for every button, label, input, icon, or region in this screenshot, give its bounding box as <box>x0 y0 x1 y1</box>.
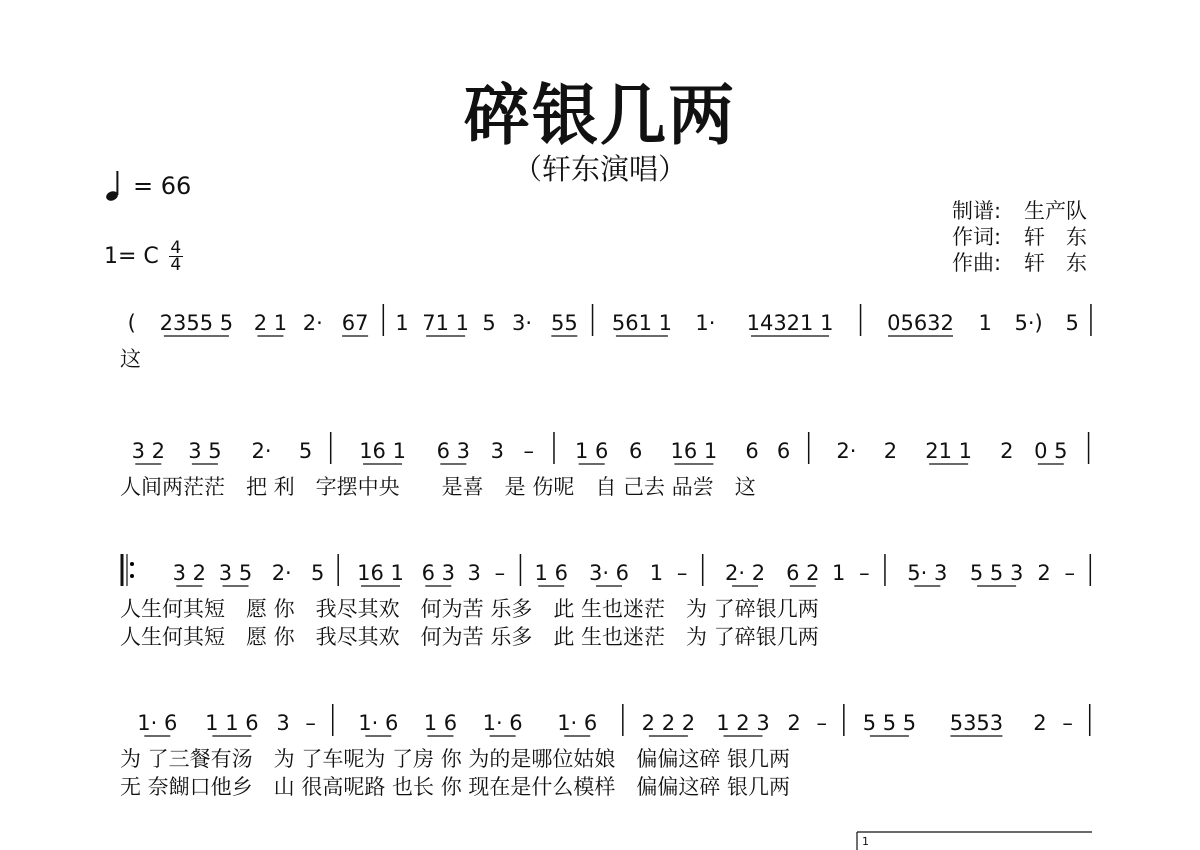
note-group: 5· 3 <box>907 561 948 585</box>
note-group: 2· <box>271 561 292 585</box>
lyrics-line-1: 为 了三餐有汤 为 了车呢为 了房 你 为的是哪位姑娘 偏偏这碎 银几两 <box>120 747 791 771</box>
note-group: 1 2 3 <box>716 711 770 735</box>
note-group: 1 <box>649 561 664 585</box>
repeat-dot <box>130 574 134 578</box>
note-group: 6 2 <box>786 561 820 585</box>
note-group: 3 <box>467 561 481 585</box>
note-group: 3· 6 <box>588 561 630 585</box>
lyrics-line-1: 这 <box>120 347 141 371</box>
credit-key: 作词: <box>952 225 1002 249</box>
note-group: 5 <box>1065 311 1079 335</box>
note-group: – <box>523 439 535 463</box>
note-group: 561 1 <box>611 311 672 335</box>
note-group: 2· <box>836 439 857 463</box>
note-group: 5 <box>298 439 313 463</box>
time-bottom: 4 <box>170 255 182 275</box>
note-group: 3 5 <box>218 561 253 585</box>
credit-value: 轩 东 <box>1024 251 1087 275</box>
note-group: 67 <box>341 311 369 335</box>
note-group: 6 <box>745 439 759 463</box>
note-group: – <box>859 561 870 585</box>
note-group: 3 2 <box>131 439 166 463</box>
note-group: 2· <box>251 439 272 463</box>
note-group: – <box>1062 711 1073 735</box>
note-group: 6 3 <box>421 561 456 585</box>
note-group: 0 5 <box>1034 439 1068 463</box>
note-group: – <box>494 561 506 585</box>
note-group: 1 6 <box>423 711 458 735</box>
note-group: 2 <box>883 439 898 463</box>
note-group: 1 <box>978 311 992 335</box>
lyrics-line-2: 人生何其短 愿 你 我尽其欢 何为苦 乐多 此 生也迷茫 为 了碎银几两 <box>120 625 819 649</box>
note-group: 5 <box>310 561 325 585</box>
credit-key: 制谱: <box>952 199 1002 223</box>
note-group: – <box>305 711 316 735</box>
note-group: 3 <box>490 439 505 463</box>
note-group: 6 3 <box>436 439 471 463</box>
note-group: 3· <box>511 311 533 335</box>
note-group: 16 1 <box>357 561 404 585</box>
note-group: 55 <box>550 311 578 335</box>
lyrics-line-1: 人间两茫茫 把 利 字摆中央 是喜 是 伤呢 自 己去 品尝 这 <box>120 475 756 499</box>
note-group: 2 2 2 <box>641 711 696 735</box>
note-group: 2355 5 <box>159 311 234 335</box>
note-group: 3 2 <box>172 561 207 585</box>
credit-key: 作曲: <box>952 251 1002 275</box>
tempo-text: = 66 <box>133 172 192 200</box>
note-group: 2· <box>302 311 323 335</box>
note-group: 1 6 <box>534 561 568 585</box>
note-group: 21 1 <box>925 439 973 463</box>
note-group: 71 1 <box>422 311 469 335</box>
note-group: 16 1 <box>670 439 718 463</box>
lyrics-line-1: 人生何其短 愿 你 我尽其欢 何为苦 乐多 此 生也迷茫 为 了碎银几两 <box>120 597 819 621</box>
credit-value: 轩 东 <box>1024 225 1087 249</box>
note-group: 6 <box>776 439 791 463</box>
note-group: 5353 <box>949 711 1004 735</box>
note-group: 2 <box>1037 561 1051 585</box>
note-group: 6 <box>629 439 643 463</box>
note-group: 1· 6 <box>482 711 523 735</box>
note-group: 2 1 <box>253 311 288 335</box>
note-group: 5·) <box>1014 311 1043 335</box>
note-group: 2· 2 <box>725 561 766 585</box>
note-group: 2 <box>1000 439 1014 463</box>
note-group: 1 6 <box>575 439 609 463</box>
song-title: 碎银几两 <box>464 77 736 154</box>
note-group: 3 <box>276 711 290 735</box>
lyrics-line-2: 无 奈餬口他乡 山 很高呢路 也长 你 现在是什么模样 偏偏这碎 银几两 <box>120 775 791 799</box>
note-group: – <box>676 561 688 585</box>
note-group: 5 5 5 <box>862 711 917 735</box>
note-group: 1· 6 <box>358 711 399 735</box>
note-group: 1 1 6 <box>205 711 259 735</box>
credit-value: 生产队 <box>1024 199 1087 223</box>
note-group: 2 <box>787 711 801 735</box>
note-group: 5 <box>482 311 496 335</box>
note-group: 5 5 3 <box>969 561 1024 585</box>
note-group: 3 5 <box>188 439 222 463</box>
note-group: – <box>816 711 827 735</box>
repeat-dot <box>130 562 134 566</box>
note-group: 1· <box>695 311 716 335</box>
volta-number: 1 <box>862 835 869 848</box>
note-group: 1 <box>832 561 846 585</box>
note-group: 2 <box>1033 711 1047 735</box>
note-group: 1· 6 <box>137 711 178 735</box>
note-group: 1 <box>395 311 409 335</box>
note-group: 16 1 <box>359 439 406 463</box>
key-label: 1= C <box>104 244 159 269</box>
note-group: 05632 <box>887 311 954 335</box>
note-group: 14321 1 <box>746 311 834 335</box>
note-group: – <box>1064 561 1076 585</box>
time-top: 4 <box>170 238 182 258</box>
note-group: ( <box>127 311 136 335</box>
song-subtitle: （轩东演唱） <box>512 152 687 186</box>
note-group: 1· 6 <box>557 711 598 735</box>
